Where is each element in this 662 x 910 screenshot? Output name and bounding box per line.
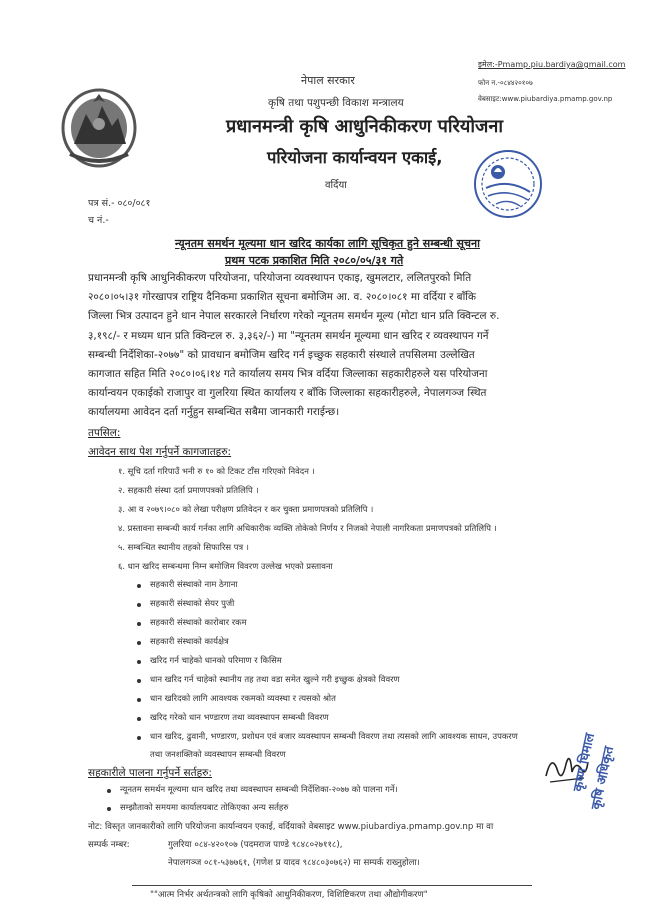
footer-divider xyxy=(132,885,532,886)
conditions-heading: सहकारीले पालना गर्नुपर्ने सर्तहरु: xyxy=(88,767,212,779)
document-item: १. सूचि दर्ता गरिपाउँ भनी रु १० को टिकट टाँस गरिएको निवेदन । xyxy=(118,466,315,476)
sub-item: खरिद गर्न चाहेको धानको परिमाण र किसिम xyxy=(150,655,282,665)
sub-item: सहकारी संस्थाको सेयर पुजी xyxy=(150,598,235,608)
notice-date: प्रथम पटक प्रकाशित मिति २०८०/०५/३१ गते xyxy=(225,254,404,267)
bullet-icon xyxy=(137,698,141,702)
paragraph-line: जिल्ला भित्र उत्पादन हुने धान नेपाल सरकारले निर्धारण गरेको न्यूनतम समर्थन मूल्य (मोटा धान प्रति क्विन्टल रु. xyxy=(88,310,500,322)
sub-item: धान खरिद, ढुवानी, भण्डारण, प्रशोधन एवं बजार व्यवस्थापन सम्बन्धी विवरण तथा त्यसको लागि आवश्यक साधन, उपकरण xyxy=(150,731,518,741)
sub-item: सहकारी संस्थाको नाम ठेगाना xyxy=(150,579,238,589)
nepal-emblem-icon xyxy=(58,84,140,170)
condition-item: न्यूनतम समर्थन मूल्यमा धान खरिद तथा व्यवस्थापन सम्बन्धी निर्देशिका-२०७७ को पालना गर्ने। xyxy=(120,784,398,794)
document-item: २. सहकारी संस्था दर्ता प्रमाणपत्रको प्रतिलिपि । xyxy=(118,485,259,495)
condition-item: सम्झौताको समयमा कार्यालयबाट तोकिएका अन्य सर्तहरु xyxy=(120,802,289,812)
sub-item-continuation: तथा जनशक्तिको व्यवस्थापन सम्बन्धी विवरण xyxy=(150,749,286,759)
paragraph-line: कागजात सहित मिति २०८०।०६।१४ गते कार्यालय समय भित्र वर्दिया जिल्लाका सहकारीहरुले यस परियोजना xyxy=(88,368,488,380)
paragraph-line: कार्यान्वयन एकाईको राजापुर वा गुलरिया स्थित कार्यालय र बाँकि जिल्लाका सहकारीहरुले, नेपालगञ्ज स्थित xyxy=(88,387,487,399)
documents-heading: आवेदन साथ पेश गर्नुपर्ने कागजातहरु: xyxy=(88,446,232,458)
contact-label: सम्पर्क नम्बर: xyxy=(88,840,130,850)
bullet-icon xyxy=(137,717,141,721)
bullet-icon xyxy=(137,736,141,740)
gov-name: नेपाल सरकार xyxy=(301,74,355,87)
bullet-icon xyxy=(137,622,141,626)
header-email: इमेल:-Pmamp.piu.bardiya@gmail.com xyxy=(478,60,626,69)
document-item: ५. सम्बन्धित स्थानीय तहको सिफारिस पत्र । xyxy=(118,542,249,552)
bullet-icon xyxy=(137,584,141,588)
bullet-icon xyxy=(107,789,111,793)
bullet-icon xyxy=(137,660,141,664)
contact-gulariya: गुलरिया ०८४-४२०१०७ (पदमराज पाण्डे ९८४८०२७११८), xyxy=(168,840,343,850)
sub-item: धान खरिद गर्न चाहेको स्थानीय तह तथा वडा समेत खुल्ने गरी इच्छुक क्षेत्रको विवरण xyxy=(150,674,400,684)
document-item: ३. आ व २०७९।०८० को लेखा परीक्षण प्रतिवेदन र कर चुक्ता प्रमाणपत्रको प्रतिलिपि । xyxy=(118,504,374,514)
paragraph-line: प्रधानमन्त्री कृषि आधुनिकीकरण परियोजना, परियोजना व्यवस्थापन एकाइ, खुमलटार, ललितपुरको मिति xyxy=(88,272,472,284)
contact-nepalgunj: नेपालगञ्ज ०८१-५३७७६१, (गणेश प्र यादव ९८४८०३०७६२) मा सम्पर्क राख्नुहोला। xyxy=(168,858,420,868)
header-phone: फोन न.-०८४४२०१०७ xyxy=(478,79,533,87)
tapasil-heading: तपसिल: xyxy=(88,427,121,439)
document-item: ६. धान खरिद सम्बन्धमा निम्न बमोजिम विवरण उल्लेख भएको प्रस्तावना xyxy=(118,561,333,571)
bullet-icon xyxy=(107,807,111,811)
paragraph-line: २०८०।०५।३१ गोरखापत्र राष्ट्रिय दैनिकमा प्रकाशित सूचना बमोजिम आ. व. २०८०।०८१ मा वर्दिया र बाँकि xyxy=(88,291,476,303)
project-title: प्रधानमन्त्री कृषि आधुनिकीकरण परियोजना xyxy=(226,116,504,137)
unit-title: परियोजना कार्यान्वयन एकाई, xyxy=(267,148,443,167)
paragraph-line: ३,१९८/- र मध्यम धान प्रति क्विन्टल रु. ३,३६२/-) मा "न्यूनतम समर्थन मूल्यमा धान खरिद र व्यवस्थापन गर्ने xyxy=(88,330,489,342)
paragraph-line: कार्यालयमा आवेदन दर्ता गर्नुहुन सम्बन्धित सबैमा जानकारी गराईन्छ। xyxy=(88,406,340,418)
notice-title: न्यूनतम समर्थन मूल्यमा धान खरिद कार्यका लागि सूचिकृत हुने सम्बन्धी सूचना xyxy=(175,237,480,250)
sub-item: सहकारी संस्थाको कार्यक्षेत्र xyxy=(150,636,229,646)
pmamp-logo-icon xyxy=(472,148,544,220)
ministry-name: कृषि तथा पशुपन्छी विकाश मन्त्रालय xyxy=(268,97,404,109)
footer-slogan: ""आत्म निर्भर अर्थतन्त्रको लागि कृषिको आधुनिकीकरण, विशिष्टिकरण तथा औद्योगीकरण" xyxy=(150,890,428,900)
stamp-title: कृषि अधिकृत xyxy=(589,745,618,811)
bullet-icon xyxy=(137,679,141,683)
paragraph-line: सम्बन्धी निर्देशिका-२०७७" को प्रावधान बमोजिम खरिद गर्न इच्छुक सहकारी संस्थाले तपसिलमा उल्लेखित xyxy=(88,349,475,361)
chalani-number: च नं.- xyxy=(88,215,109,226)
district-name: वर्दिया xyxy=(325,180,347,191)
patra-sankhya: पत्र सं.- ०८०/०८१ xyxy=(88,198,151,209)
sub-item: खरिद गरेको धान भण्डारण तथा व्यवस्थापन सम्बन्धी विवरण xyxy=(150,712,329,722)
document-item: ४. प्रस्तावना सम्बन्धी कार्य गर्नका लागि अधिकारीक व्यक्ति तोकेको निर्णय र निजको नेपाली नागरिकता प्रमाणपत्रको प्रतिलिपि । xyxy=(118,523,497,533)
sub-item: सहकारी संस्थाको कारोबार रकम xyxy=(150,617,247,627)
bullet-icon xyxy=(137,603,141,607)
stamp-name: कृष्ण घिमाल xyxy=(571,731,598,793)
header-website: वेबसाइट:www.piubardiya.pmamp.gov.np xyxy=(478,95,613,103)
bullet-icon xyxy=(137,641,141,645)
sub-item: धान खरिदको लागि आवश्यक रकमको व्यवस्था र त्यसको श्रोत xyxy=(150,693,336,703)
note-line: नोट: विस्तृत जानकारीको लागि परियोजना कार्यान्वयन एकाई, वर्दियाको वेबसाइट www.piubardiya.pmamp.gov.np मा वा xyxy=(88,822,494,832)
